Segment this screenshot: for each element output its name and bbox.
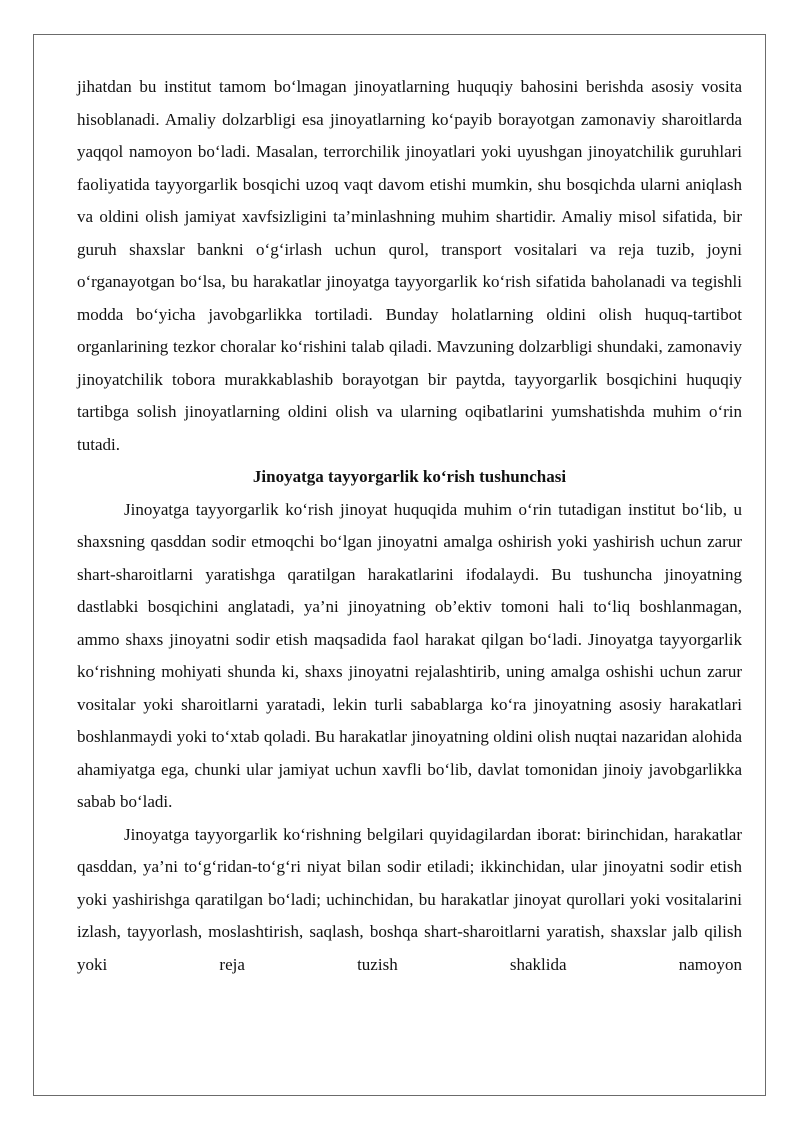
paragraph-continuation: jihatdan bu institut tamom bo‘lmagan jinoyatlarning huquqiy bahosini berishda asosiy vosita hisoblanadi. Amaliy dolzarbligi esa jinoyatlarning ko‘payib borayotgan zamonaviy sharoitlarda yaqqol namoyon bo‘ladi. Masalan, terrorchilik jinoyatlari yoki uyushgan jinoyatchilik guruhlari faoliyatida tayyorgarlik bosqichi uzoq vaqt davom etishi mumkin, shu bosqichda ularni aniqlash va oldini olish jamiyat xavfsizligini ta’minlashning muhim shartidir. Amaliy misol sifatida, bir guruh shaxslar bankni o‘g‘irlash uchun qurol, transport vositalari va reja tuzib, joyni o‘rganayotgan bo‘lsa, bu harakatlar jinoyatga tayyorgarlik ko‘rish sifatida baholanadi va tegishli modda bo‘yicha javobgarlikka tortiladi. Bunday holatlarning oldini olish huquq-tartibot organlarining tezkor choralar ko‘rishini talab qiladi. Mavzuning dolzarbligi shundaki, zamonaviy jinoyatchilik tobora murakkablashib borayotgan bir paytda, tayyorgarlik bosqichini huquqiy tartibga solish jinoyatlarning oldini olish va ularning oqibatlarini yumshatishda muhim o‘rin tutadi. — [77, 77, 742, 454]
paragraph-definition: Jinoyatga tayyorgarlik ko‘rish jinoyat huquqida muhim o‘rin tutadigan institut bo‘lib, u shaxsning qasddan sodir etmoqchi bo‘lgan jinoyatni amalga oshirish yoki yashirish uchun zarur shart-sharoitlarni yaratishga qaratilgan harakatlarini ifodalaydi. Bu tushuncha jinoyatning dastlabki bosqichini anglatadi, ya’ni jinoyatning ob’ektiv tomoni hali to‘liq boshlanmagan, ammo shaxs jinoyatni sodir etish maqsadida faol harakat qilgan bo‘ladi. Jinoyatga tayyorgarlik ko‘rishning mohiyati shunda ki, shaxs jinoyatni rejalashtirib, uning amalga oshishi uchun zarur vositalar yoki sharoitlarni yaratadi, lekin turli sabablarga ko‘ra jinoyatning asosiy harakatlari boshlanmaydi yoki to‘xtab qoladi. Bu harakatlar jinoyatning oldini olish nuqtai nazaridan alohida ahamiyatga ega, chunki ular jamiyat uchun xavfli bo‘lib, davlat tomonidan jinoiy javobgarlikka sabab bo‘ladi. — [77, 499, 742, 811]
document-body — [77, 71, 742, 981]
section-heading: Jinoyatga tayyorgarlik ko‘rish tushunchasi — [252, 467, 567, 486]
paragraph-features: Jinoyatga tayyorgarlik ko‘rishning belgilari quyidagilardan iborat: birinchidan, harakatlar qasddan, ya’ni to‘g‘ridan-to‘g‘ri niyat bilan sodir etiladi; ikkinchidan, ular jinoyatni sodir etish yoki yashirishga qaratilgan bo‘ladi; uchinchidan, bu harakatlar jinoyat qurollari yoki vositalarini izlash, tayyorlash, moslashtirish, saqlash, boshqa shart-sharoitlarni yaratish, shaxslar jalb qilish yoki reja tuzish shaklida namoyon — [77, 824, 742, 974]
